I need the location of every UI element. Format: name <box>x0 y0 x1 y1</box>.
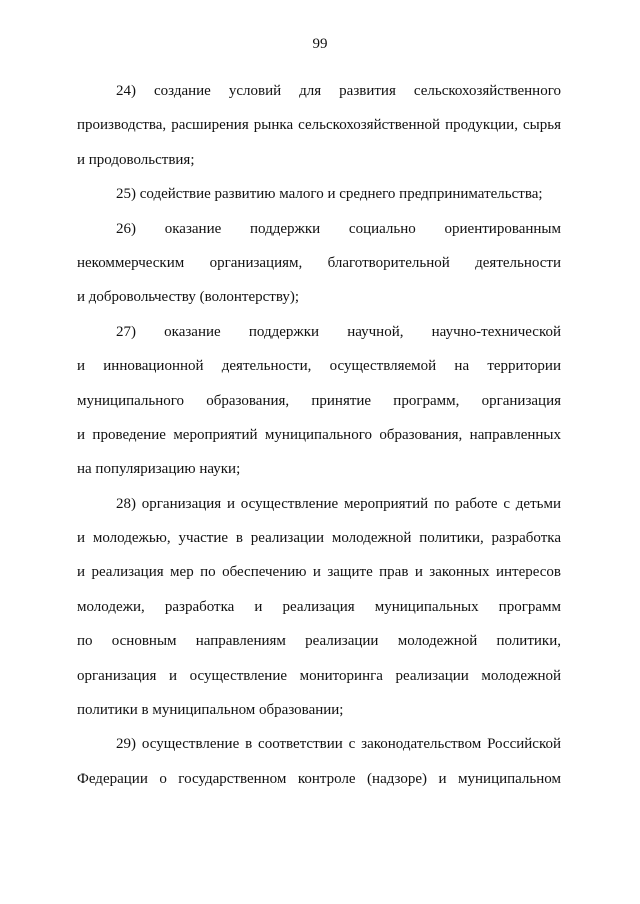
text-line: 29) осуществление в соответствии с законодательством Российской <box>116 736 561 753</box>
text-line: политики в муниципальном образовании; <box>77 702 344 719</box>
text-line: и молодежью, участие в реализации молодежной политики, разработка <box>77 530 561 547</box>
text-line: 27) оказание поддержки научной, научно-технической <box>116 323 561 340</box>
text-line: 26) оказание поддержки социально ориентированным <box>116 220 561 237</box>
text-line: 25) содействие развитию малого и среднего предпринимательства; <box>116 186 543 203</box>
text-line: и добровольчеству (волонтерству); <box>77 289 300 306</box>
text-line: и продовольствия; <box>77 151 195 168</box>
text-line: молодежи, разработка и реализация муниципальных программ <box>77 598 561 615</box>
text-line: и проведение мероприятий муниципального образования, направленных <box>77 426 561 443</box>
text-line: 28) организация и осуществление мероприятий по работе с детьми <box>116 495 561 512</box>
text-line: на популяризацию науки; <box>77 461 241 478</box>
text-line: по основным направлениям реализации молодежной политики, <box>77 633 561 650</box>
paragraph-29 <box>77 727 561 796</box>
text-line: организация и осуществление мониторинга реализации молодежной <box>77 667 561 684</box>
page-number: 99 <box>312 36 328 52</box>
text-line: и реализация мер по обеспечению и защите прав и законных интересов <box>77 564 561 581</box>
document-body <box>77 74 561 796</box>
text-line: 24) создание условий для развития сельскохозяйственного <box>116 83 561 99</box>
paragraph-28 <box>77 487 561 728</box>
paragraph-26 <box>77 212 561 315</box>
paragraph-27 <box>77 315 561 487</box>
text-line: и инновационной деятельности, осуществляемой на территории <box>77 358 561 375</box>
text-line: муниципального образования, принятие программ, организация <box>77 392 561 409</box>
paragraph-25 <box>77 177 561 211</box>
text-line: производства, расширения рынка сельскохозяйственной продукции, сырья <box>77 117 561 134</box>
paragraph-24 <box>77 74 561 177</box>
text-line: Федерации о государственном контроле (надзоре) и муниципальном <box>77 770 561 787</box>
text-line: некоммерческим организациям, благотворительной деятельности <box>77 254 561 271</box>
